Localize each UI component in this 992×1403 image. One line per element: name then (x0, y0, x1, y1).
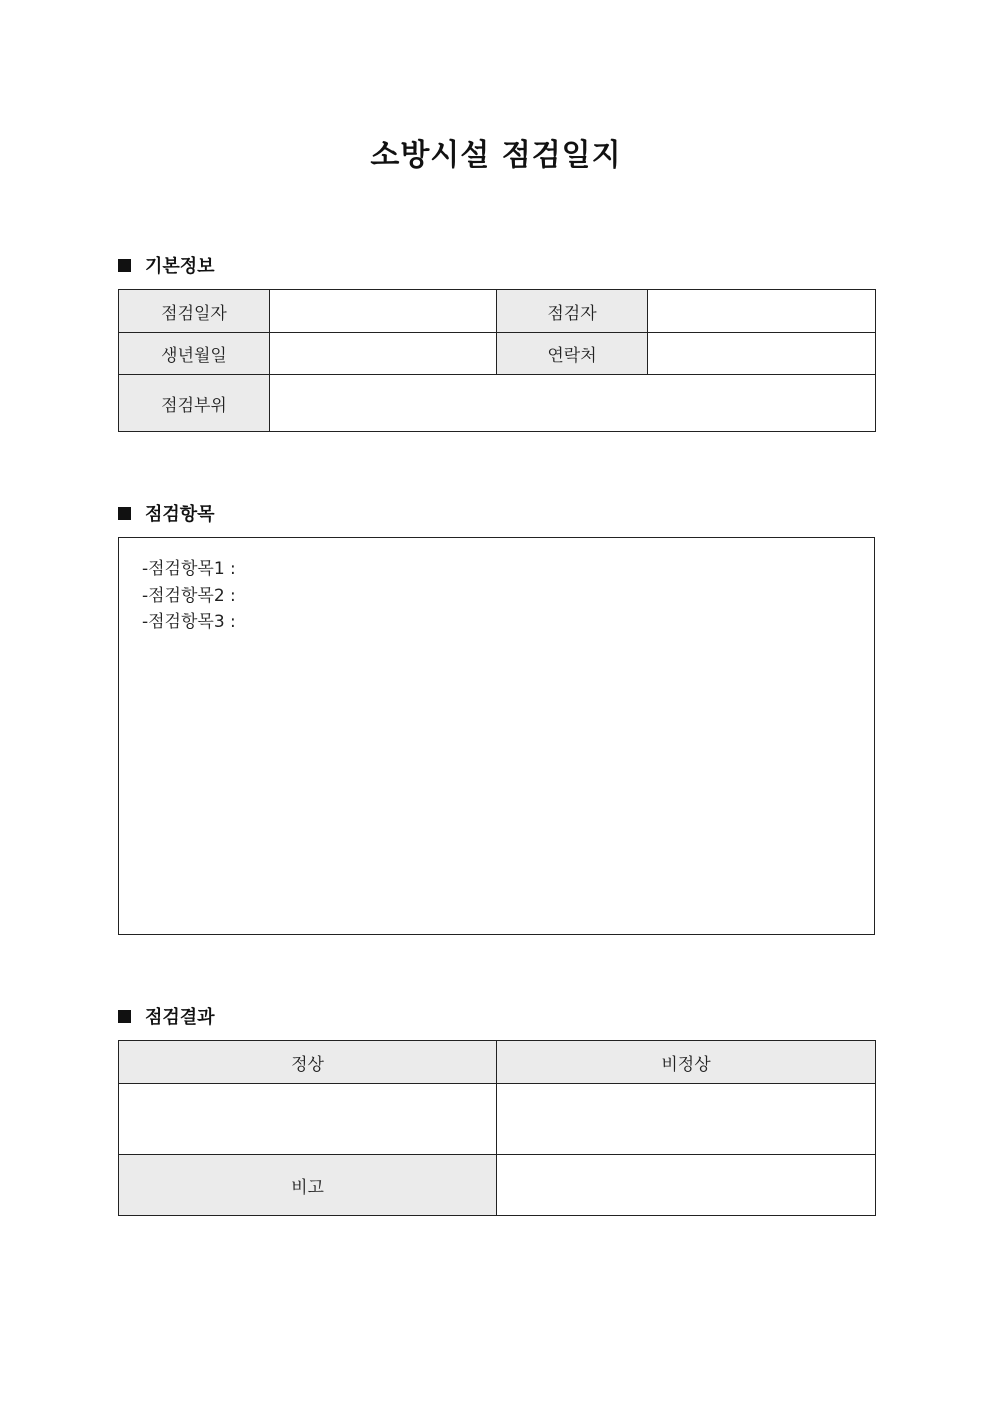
section-heading-inspection-results (118, 1004, 215, 1028)
inspection-area-label: 점검부위 (119, 375, 270, 432)
contact-label: 연락처 (497, 333, 648, 375)
inspection-area-field[interactable] (270, 375, 876, 432)
table-row (119, 1041, 876, 1084)
table-row (119, 375, 876, 432)
section-title: 점검결과 (145, 1007, 215, 1028)
inspector-label: 점검자 (497, 290, 648, 333)
inspection-date-label: 점검일자 (119, 290, 270, 333)
table-row (119, 1084, 876, 1155)
section-heading-basic-info (118, 253, 215, 277)
black-square-icon (118, 259, 131, 272)
table-row (119, 1155, 876, 1216)
birth-date-field[interactable] (270, 333, 497, 375)
inspection-results-table (118, 1040, 876, 1216)
list-item: -점검항목2 : (142, 585, 236, 606)
section-title: 점검항목 (145, 504, 215, 525)
list-item: -점검항목3 : (142, 612, 236, 632)
abnormal-result-field[interactable] (497, 1084, 876, 1155)
basic-info-table (118, 289, 876, 432)
normal-column-header: 정상 (119, 1041, 497, 1084)
table-row (119, 333, 876, 375)
remarks-field[interactable] (497, 1155, 876, 1216)
inspection-items-box[interactable] (118, 537, 875, 935)
black-square-icon (118, 507, 131, 520)
section-heading-inspection-items (118, 501, 215, 525)
table-row (119, 290, 876, 333)
remarks-label: 비고 (119, 1155, 497, 1216)
black-square-icon (118, 1010, 131, 1023)
abnormal-column-header: 비정상 (497, 1041, 876, 1084)
section-title: 기본정보 (145, 256, 215, 277)
birth-date-label: 생년월일 (119, 333, 270, 375)
inspection-date-field[interactable] (270, 290, 497, 333)
inspection-items-list (142, 556, 236, 636)
normal-result-field[interactable] (119, 1084, 497, 1155)
list-item: -점검항목1 : (142, 559, 236, 579)
inspector-field[interactable] (648, 290, 876, 333)
document-title: 소방시설 점검일지 (370, 138, 622, 173)
contact-field[interactable] (648, 333, 876, 375)
